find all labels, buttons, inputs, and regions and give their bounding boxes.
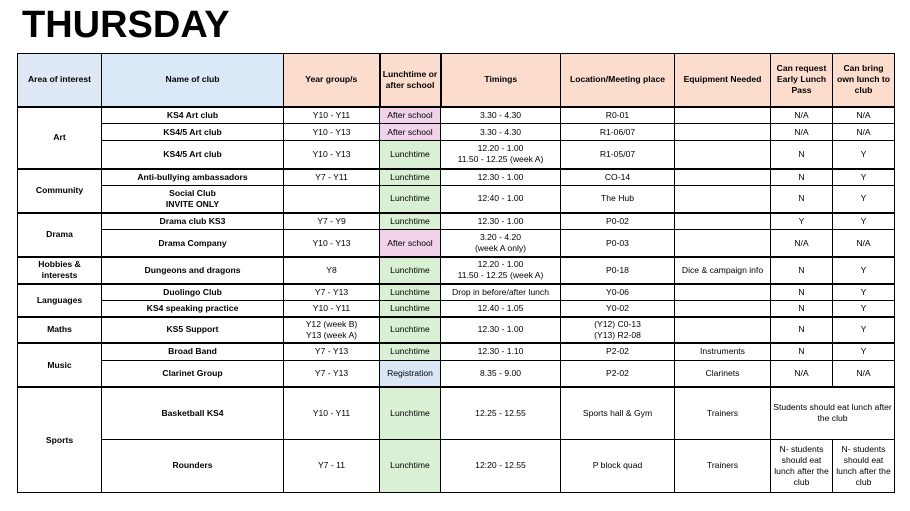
own-lunch-cell: Y (833, 186, 895, 213)
equipment-cell (675, 317, 771, 343)
when-cell: Lunchtime (380, 284, 441, 301)
timings-line: 11.50 - 12.25 (week A) (457, 270, 544, 281)
timings-line: 12.20 - 1.00 (477, 143, 524, 154)
area-cell: Community (18, 169, 102, 213)
timings-cell (441, 141, 561, 169)
club-name: Clarinet Group (102, 360, 284, 387)
when-cell: Lunchtime (380, 387, 441, 439)
area-cell: Languages (18, 284, 102, 317)
timings-line: (week A only) (474, 243, 527, 254)
early-pass-cell: N (771, 141, 833, 169)
own-lunch-cell: Y (833, 301, 895, 317)
when-cell: Lunchtime (380, 141, 441, 169)
club-name (102, 186, 284, 213)
location-cell: P block quad (561, 439, 675, 492)
when-cell: Lunchtime (380, 257, 441, 284)
location-cell: Sports hall & Gym (561, 387, 675, 439)
timings-cell: 12.30 - 1.00 (441, 169, 561, 186)
equipment-cell (675, 230, 771, 257)
early-pass-cell: N (771, 317, 833, 343)
own-lunch-cell: Y (833, 141, 895, 169)
table-row (18, 439, 895, 492)
location-cell: P2-02 (561, 360, 675, 387)
header-equipment: Equipment Needed (675, 54, 771, 107)
own-lunch-cell: Y (833, 169, 895, 186)
early-pass-cell: N/A (771, 360, 833, 387)
clubs-table (17, 53, 895, 493)
location-line: (Y12) C0-13 (594, 318, 641, 329)
early-pass-cell: N/A (771, 230, 833, 257)
timings-cell: Drop in before/after lunch (441, 284, 561, 301)
equipment-cell (675, 301, 771, 317)
area-cell: Sports (18, 387, 102, 492)
location-cell: R1-05/07 (561, 141, 675, 169)
equipment-cell: Dice & campaign info (675, 257, 771, 284)
page-title: THURSDAY (22, 4, 230, 46)
timings-cell (441, 257, 561, 284)
table-row (18, 387, 895, 439)
when-cell: Lunchtime (380, 301, 441, 317)
year-cell: Y10 - Y11 (284, 387, 380, 439)
when-cell: Lunchtime (380, 343, 441, 360)
early-pass-cell: N- students should eat lunch after the club (771, 439, 833, 492)
club-name-line: INVITE ONLY (165, 198, 220, 209)
when-cell: After school (380, 107, 441, 124)
early-pass-cell: N (771, 186, 833, 213)
club-name: KS4/5 Art club (102, 141, 284, 169)
year-cell: Y7 - Y13 (284, 284, 380, 301)
year-cell: Y10 - Y13 (284, 141, 380, 169)
equipment-cell: Instruments (675, 343, 771, 360)
timings-cell: 12.30 - 1.10 (441, 343, 561, 360)
equipment-cell (675, 107, 771, 124)
equipment-cell (675, 124, 771, 141)
table-row (18, 107, 895, 124)
year-cell (284, 186, 380, 213)
table-row (18, 317, 895, 343)
when-cell: Lunchtime (380, 213, 441, 230)
timings-cell: 12.40 - 1.05 (441, 301, 561, 317)
club-name: Anti-bullying ambassadors (102, 169, 284, 186)
own-lunch-cell: Y (833, 213, 895, 230)
early-pass-cell: N (771, 301, 833, 317)
location-cell: P0-18 (561, 257, 675, 284)
year-cell: Y7 - Y9 (284, 213, 380, 230)
table-row (18, 301, 895, 317)
year-cell: Y7 - Y13 (284, 343, 380, 360)
location-cell: R1-06/07 (561, 124, 675, 141)
early-pass-cell: N/A (771, 107, 833, 124)
area-cell: Drama (18, 213, 102, 257)
year-cell: Y7 - 11 (284, 439, 380, 492)
when-cell: After school (380, 230, 441, 257)
own-lunch-cell: N/A (833, 107, 895, 124)
when-cell: Lunchtime (380, 186, 441, 213)
location-cell: Y0-02 (561, 301, 675, 317)
location-cell: R0-01 (561, 107, 675, 124)
location-line: (Y13) R2-08 (594, 329, 641, 340)
timings-cell: 12.30 - 1.00 (441, 317, 561, 343)
club-name: KS5 Support (102, 317, 284, 343)
club-name: KS4 Art club (102, 107, 284, 124)
early-pass-cell: N (771, 257, 833, 284)
timings-cell: 12:20 - 12.55 (441, 439, 561, 492)
header-area: Area of interest (18, 54, 102, 107)
lunch-note-cell: Students should eat lunch after the club (771, 387, 895, 439)
table-row (18, 284, 895, 301)
club-name: KS4/5 Art club (102, 124, 284, 141)
area-cell: Art (18, 107, 102, 169)
club-name: Dungeons and dragons (102, 257, 284, 284)
header-when: Lunchtime or after school (380, 54, 441, 107)
table-row (18, 360, 895, 387)
timings-cell: 12.25 - 12.55 (441, 387, 561, 439)
header-row (18, 54, 895, 107)
location-cell: The Hub (561, 186, 675, 213)
equipment-cell (675, 141, 771, 169)
own-lunch-cell: N/A (833, 230, 895, 257)
club-name: Duolingo Club (102, 284, 284, 301)
club-name: Broad Band (102, 343, 284, 360)
own-lunch-cell: Y (833, 284, 895, 301)
year-cell (284, 317, 380, 343)
timings-cell: 8.35 - 9.00 (441, 360, 561, 387)
header-own-lunch: Can bring own lunch to club (833, 54, 895, 107)
table-row (18, 213, 895, 230)
own-lunch-cell: N- students should eat lunch after the club (833, 439, 895, 492)
year-cell: Y7 - Y13 (284, 360, 380, 387)
early-pass-cell: N (771, 169, 833, 186)
own-lunch-cell: N/A (833, 360, 895, 387)
when-cell: Lunchtime (380, 439, 441, 492)
location-cell: CO-14 (561, 169, 675, 186)
early-pass-cell: N (771, 343, 833, 360)
when-cell: Registration (380, 360, 441, 387)
year-line: Y12 (week B) (305, 318, 358, 329)
own-lunch-cell: N/A (833, 124, 895, 141)
equipment-cell: Trainers (675, 439, 771, 492)
timings-line: 11.50 - 12.25 (week A) (457, 154, 544, 165)
club-name: Drama club KS3 (102, 213, 284, 230)
header-location: Location/Meeting place (561, 54, 675, 107)
club-name: Rounders (102, 439, 284, 492)
table-row (18, 343, 895, 360)
table-row (18, 257, 895, 284)
header-name: Name of club (102, 54, 284, 107)
table-row (18, 230, 895, 257)
timings-line: 12.20 - 1.00 (477, 259, 524, 270)
header-year: Year group/s (284, 54, 380, 107)
own-lunch-cell: Y (833, 317, 895, 343)
location-cell: Y0-06 (561, 284, 675, 301)
header-early-pass: Can request Early Lunch Pass (771, 54, 833, 107)
table-row (18, 186, 895, 213)
table-row (18, 124, 895, 141)
table-row (18, 141, 895, 169)
timings-cell: 12:40 - 1.00 (441, 186, 561, 213)
year-cell: Y7 - Y11 (284, 169, 380, 186)
area-cell: Hobbies & interests (18, 257, 102, 284)
equipment-cell (675, 213, 771, 230)
location-cell (561, 317, 675, 343)
area-cell: Maths (18, 317, 102, 343)
club-name: Drama Company (102, 230, 284, 257)
equipment-cell (675, 169, 771, 186)
timings-cell (441, 230, 561, 257)
year-cell: Y10 - Y11 (284, 107, 380, 124)
timings-line: 3.20 - 4.20 (479, 232, 522, 243)
header-timings: Timings (441, 54, 561, 107)
area-cell: Music (18, 343, 102, 387)
year-line: Y13 (week A) (305, 329, 358, 340)
location-cell: P0-02 (561, 213, 675, 230)
timings-cell: 12.30 - 1.00 (441, 213, 561, 230)
club-name: KS4 speaking practice (102, 301, 284, 317)
early-pass-cell: Y (771, 213, 833, 230)
year-cell: Y8 (284, 257, 380, 284)
when-cell: Lunchtime (380, 169, 441, 186)
year-cell: Y10 - Y13 (284, 230, 380, 257)
year-cell: Y10 - Y13 (284, 124, 380, 141)
equipment-cell (675, 186, 771, 213)
equipment-cell: Clarinets (675, 360, 771, 387)
club-name-line: Social Club (169, 187, 216, 198)
timings-cell: 3.30 - 4.30 (441, 107, 561, 124)
early-pass-cell: N (771, 284, 833, 301)
early-pass-cell: N/A (771, 124, 833, 141)
when-cell: Lunchtime (380, 317, 441, 343)
table-row (18, 169, 895, 186)
club-name: Basketball KS4 (102, 387, 284, 439)
year-cell: Y10 - Y11 (284, 301, 380, 317)
own-lunch-cell: Y (833, 257, 895, 284)
own-lunch-cell: Y (833, 343, 895, 360)
location-cell: P0-03 (561, 230, 675, 257)
when-cell: After school (380, 124, 441, 141)
location-cell: P2-02 (561, 343, 675, 360)
timings-cell: 3.30 - 4.30 (441, 124, 561, 141)
equipment-cell: Trainers (675, 387, 771, 439)
equipment-cell (675, 284, 771, 301)
